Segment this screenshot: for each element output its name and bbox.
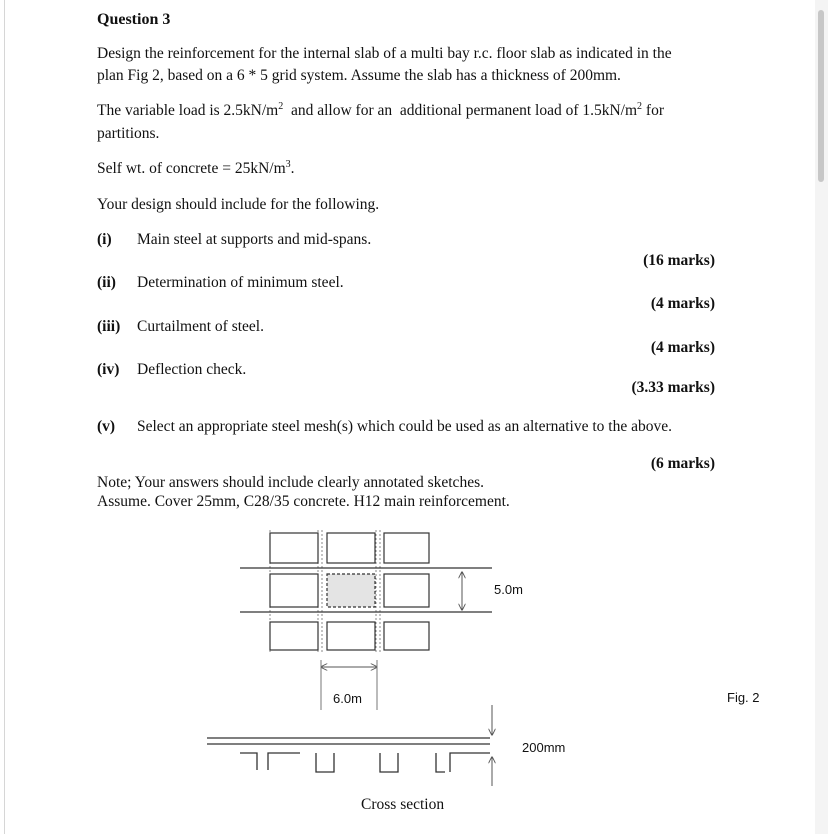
cross-section-label: Cross section — [361, 796, 445, 813]
item-text: Curtailment of steel. — [137, 318, 264, 335]
note-line-2: Assume. Cover 25mm, C28/35 concrete. H12 main reinforcement. — [97, 493, 510, 510]
design-intro: Your design should include for the following. — [97, 196, 380, 213]
internal-slab-panel — [327, 574, 375, 607]
item-number: (iii) — [97, 318, 121, 335]
item-marks: (4 marks) — [650, 339, 715, 356]
item-marks: (6 marks) — [650, 455, 715, 472]
item-number: (i) — [97, 231, 112, 248]
loads-text-b: and allow for an additional permanent load of 1.5kN/m — [283, 102, 638, 119]
intro-line-2: plan Fig 2, based on a 6 * 5 grid system. Assume the slab has a thickness of 200mm. — [97, 67, 621, 84]
item-number: (v) — [97, 418, 116, 435]
loads-text-a: The variable load is 2.5kN/m — [97, 102, 279, 119]
item-number: (iv) — [97, 361, 120, 378]
intro-line-1: Design the reinforcement for the internal slab of a multi bay r.c. floor slab as indicated in the — [97, 45, 672, 62]
slab-panels — [270, 533, 429, 650]
span-x-label: 6.0m — [333, 691, 362, 706]
loads-sup-a: 2 — [278, 101, 284, 112]
span-y-label: 5.0m — [494, 582, 523, 597]
self-weight-text: Self wt. of concrete = 25kN/m — [97, 160, 286, 177]
item-text: Deflection check. — [137, 361, 247, 378]
item-text: Determination of minimum steel. — [137, 274, 344, 291]
self-weight-sup: 3 — [285, 159, 291, 170]
item-number: (ii) — [97, 274, 116, 291]
figure-label: Fig. 2 — [727, 690, 760, 705]
item-text: Main steel at supports and mid-spans. — [137, 231, 372, 248]
loads-line-2: partitions. — [97, 125, 160, 142]
item-marks: (3.33 marks) — [631, 379, 715, 396]
loads-sup-b: 2 — [637, 101, 643, 112]
loads-text-c: for — [642, 102, 664, 119]
self-weight-end: . — [290, 160, 295, 177]
item-marks: (16 marks) — [643, 252, 715, 269]
item-text: Select an appropriate steel mesh(s) which could be used as an alternative to the above. — [137, 418, 672, 435]
question-title: Question 3 — [97, 11, 171, 28]
thickness-label: 200mm — [522, 740, 566, 755]
item-marks: (4 marks) — [650, 295, 715, 312]
note-line-1: Note; Your answers should include clearly annotated sketches. — [97, 474, 484, 491]
cross-section — [207, 738, 490, 772]
